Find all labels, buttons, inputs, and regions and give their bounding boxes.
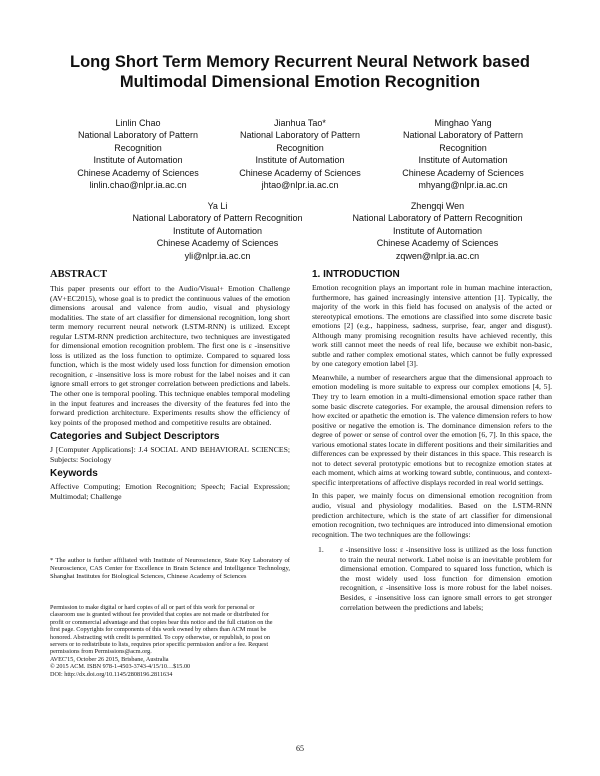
author-block (340, 200, 535, 262)
author-affiliation: Chinese Academy of Sciences (402, 167, 524, 178)
permission-text: Permission to make digital or hard copies of all or part of this work for personal or classroom use is granted without fee provided that copies are not made or distributed for profit or commercial advantage and that copies bear this notice and the full citation on the first page. Copyrights for components of this work owned by others than ACM must be honored. Abstracting with credit is permitted. To copy otherwise, or republish, to post on servers or to redistribute to lists, requires prior specific permission and/or a fee. Request permissions from Permissions@acm.org. (50, 604, 273, 656)
page-number: 65 (296, 744, 304, 753)
author-affiliation: Chinese Academy of Sciences (156, 238, 279, 249)
author-affiliation: Recognition (114, 142, 162, 153)
author-block (68, 117, 208, 191)
author-affiliation: National Laboratory of Pattern Recognition (132, 213, 303, 224)
author-affiliation: Institute of Automation (418, 155, 508, 166)
author-block (230, 117, 370, 191)
author-affiliation: National Laboratory of Pattern Recognition (352, 213, 523, 224)
list-item (312, 545, 552, 612)
author-affiliation: Institute of Automation (93, 155, 183, 166)
author-name: Linlin Chao (115, 118, 161, 128)
list-text: ε -insensitive loss: ε -insensitive loss is utilized as the loss function to train the neural network. Label noise is an inevitable problem for dimensional emotion. Compared to squared loss function, which is the most widely used loss function for dimension emotion recognition, ε -insensitive loss is more robust for the label noises. Besides, ε -insensitive loss can ignore small errors to get stronger correlation between the predictions and labels; (340, 545, 552, 612)
paper-title: Long Short Term Memory Recurrent Neural Network based Multimodal Dimensional Emotion Recognition (70, 53, 530, 91)
conference-line: AVEC'15, October 26 2015, Brisbane, Australia (50, 655, 169, 663)
author-affiliation: National Laboratory of Pattern (402, 130, 524, 141)
paragraph: In this paper, we mainly focus on dimensional emotion recognition from audio, visual and physiology modalities. Based on the LSTM-RNN prediction architecture, which is the state of art classifier for dimensional emotion recognition, two techniques are introduced into dimensional emotion recognition. The two techniques are the followings: (312, 491, 552, 539)
introduction-heading: 1. INTRODUCTION (312, 269, 400, 280)
author-affiliation: Chinese Academy of Sciences (376, 238, 499, 249)
author-email: mhyang@nlpr.ia.ac.cn (418, 180, 508, 191)
author-name: Ya Li (207, 201, 228, 211)
categories-text: J [Computer Applications]: J.4 SOCIAL AND BEHAVIORAL SCIENCES; Subjects: Sociology (50, 445, 290, 464)
paragraph: Meanwhile, a number of researchers argue that the dimensional approach to emotion modeling is more suitable to express our complex emotions [4, 5]. They try to learn emotion in a multi-dimensional emotion space rather than some basic discrete categories. For example, the arousal dimension refers to how excited or apathetic the emotion is. The valence dimension refers to how positive or negative the emotion is. The dominance dimension refers to the degree of power or sense of control over the emotion [6, 7]. In this space, the various emotional states locate in different positions and their similarities and differences can be expressed by their distances in this space. This research is not to detect several prototypic emotions but to recognize emotion states at each moment, which aims at working toward subtle, continuous, and context-specific interpretations of affective displays recorded in real world settings. (312, 372, 552, 487)
author-note: * The author is further affiliated with Institute of Neuroscience, State Key Laboratory of Neuroscience, CAS Center for Excellence in Brain Science and Intelligence Technology, Shanghai Institutes for Biological Sciences, Chinese Academy of Sciences (50, 557, 290, 580)
categories-heading: Categories and Subject Descriptors (50, 431, 220, 443)
author-affiliation: Chinese Academy of Sciences (77, 167, 199, 178)
copyright-line: © 2015 ACM. ISBN 978-1-4503-3743-4/15/10…$15.00 (50, 663, 191, 671)
author-name: Zhengqi Wen (410, 201, 465, 211)
left-column (50, 269, 290, 505)
author-name: Minghao Yang (434, 118, 492, 128)
author-block (393, 117, 533, 191)
author-affiliation: Recognition (276, 142, 324, 153)
author-affiliation: Recognition (439, 142, 487, 153)
abstract-text: This paper presents our effort to the Audio/Visual+ Emotion Challenge (AV+EC2015), whose goal is to predict the continuous values of the emotion dimensions arousal and valence from audio, visual and physiology modalities. The state of art classifier for dimensional recognition, long short term memory recurrent neural network (LSTM-RNN) is utilized. Except regular LSTM-RNN prediction architecture, two techniques are investigated for dimensional emotion recognition problem. The first one is ε -insensitive loss is utilized as the loss function to optimize. Compared to squared loss function, which is the most widely used loss function for dimension emotion recognition, ε -insensitive loss is more robust for the label noises and it can ignore small errors to get stronger correlation between predictions and labels. The other one is temporal pooling. This technique enables temporal modeling in the input features and increases the diversity of the features fed into the forward prediction architecture. Experiments results show the efficiency of key points of the proposed method and competitive results are obtained. (50, 284, 290, 427)
author-affiliation: Institute of Automation (255, 155, 345, 166)
author-name: Jianhua Tao* (274, 118, 326, 128)
author-email: linlin.chao@nlpr.ia.ac.cn (89, 180, 187, 191)
author-block (120, 200, 315, 262)
permission-block (50, 604, 280, 678)
author-email: zqwen@nlpr.ia.ac.cn (395, 250, 480, 261)
doi-line: DOI: http://dx.doi.org/10.1145/2808196.2811634 (50, 670, 173, 678)
author-affiliation: National Laboratory of Pattern (77, 130, 199, 141)
author-email: jhtao@nlpr.ia.ac.cn (261, 180, 339, 191)
abstract-heading: ABSTRACT (50, 269, 108, 280)
author-email: yli@nlpr.ia.ac.cn (184, 250, 251, 261)
paragraph: Emotion recognition plays an important role in human machine interaction, furthermore, has gained increasingly intensive attention [1]. Typically, the majority of the work in this field has focused on analysis of the acted or stereotypical emotions. The emotions are classified into some discrete basic emotions [2] (e.g., happiness, sadness, surprise, fear, anger and disgust). Although many promising recognition results have achieved recently, this work still cannot meet the needs of real life, because we exhibit non-basic, subtle and rather complex emotional states, which cannot be fully expressed by one category emotion label [3]. (312, 283, 552, 369)
author-affiliation: Institute of Automation (392, 225, 483, 236)
author-affiliation: National Laboratory of Pattern (239, 130, 361, 141)
author-affiliation: Chinese Academy of Sciences (239, 167, 361, 178)
list-number: 1. (318, 545, 324, 555)
keywords-heading: Keywords (50, 468, 98, 480)
right-column (312, 269, 552, 612)
keywords-text: Affective Computing; Emotion Recognition; Speech; Facial Expression; Multimodal; Challenge (50, 482, 290, 501)
author-affiliation: Institute of Automation (172, 225, 263, 236)
